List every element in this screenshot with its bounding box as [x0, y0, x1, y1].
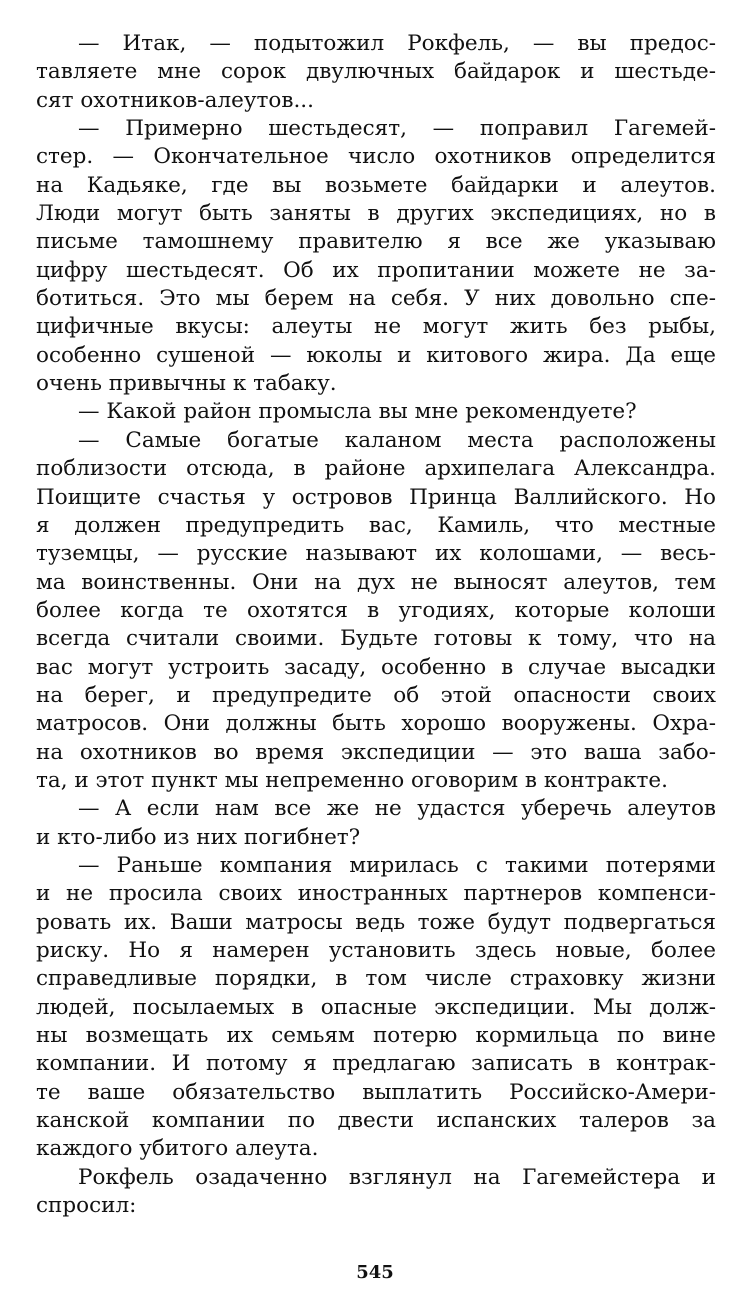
text-line: Рокфель озадаченно взглянул на Гагемейстера и	[78, 1164, 716, 1190]
text-line: канской компании по двести испанских талеров за	[36, 1108, 716, 1134]
text-line: те ваше обязательство выплатить Российско-Амери-	[36, 1079, 716, 1105]
text-line: я должен предупредить вас, Камиль, что местные	[36, 512, 716, 538]
text-line: Люди могут быть заняты в других экспедициях, но в	[36, 201, 716, 227]
text-line: ботиться. Это мы берем на себя. У них довольно спе-	[36, 286, 716, 312]
text-line: ны возмещать их семьям потерю кормильца по вине	[36, 1023, 716, 1049]
text-line: стер. — Окончательное число охотников определится	[36, 144, 716, 170]
text-line: на берег, и предупредите об этой опасности своих	[36, 682, 716, 708]
text-line: вас могут устроить засаду, особенно в случае высадки	[36, 654, 716, 680]
book-page-text	[36, 30, 716, 1220]
text-line: и кто-либо из них погибнет?	[36, 824, 361, 850]
text-line: каждого убитого алеута.	[36, 1136, 319, 1162]
text-line: та, и этот пункт мы непременно оговорим в контракте.	[36, 767, 668, 793]
text-line: поблизости отсюда, в районе архипелага Александра.	[36, 456, 716, 482]
text-line: на охотников во время экспедиции — это ваша забо-	[36, 739, 716, 765]
text-line: цифичные вкусы: алеуты не могут жить без рыбы,	[36, 314, 716, 340]
text-line: туземцы, — русские называют их колошами, — весь-	[36, 541, 716, 567]
text-line: письме тамошнему правителю я все же указываю	[36, 229, 716, 255]
text-line: компании. И потому я предлагаю записать в контрак-	[36, 1051, 716, 1077]
text-line: и не просила своих иностранных партнеров компенси-	[36, 881, 716, 907]
text-line: Поищите счастья у островов Принца Валлийского. Но	[36, 484, 716, 510]
page-number: 545	[356, 1262, 394, 1283]
text-line: — Самые богатые каланом места расположены	[78, 427, 716, 453]
text-line: ма воинственны. Они на дух не выносят алеутов, тем	[36, 569, 716, 595]
text-line: ровать их. Ваши матросы ведь тоже будут подвергаться	[36, 909, 716, 935]
text-line: матросов. Они должны быть хорошо вооружены. Охра-	[36, 711, 716, 737]
text-line: на Кадьяке, где вы возьмете байдарки и алеутов.	[36, 172, 716, 198]
text-line: — Какой район промысла вы мне рекомендуете?	[78, 399, 637, 425]
text-line: всегда считали своими. Будьте готовы к тому, что на	[36, 626, 716, 652]
text-line: людей, посылаемых в опасные экспедиции. Мы долж-	[36, 994, 716, 1020]
text-line: справедливые порядки, в том числе страховку жизни	[36, 966, 716, 992]
text-line: цифру шестьдесят. Об их пропитании можете не за-	[36, 257, 716, 283]
text-line: спросил:	[36, 1193, 137, 1219]
text-line: — А если нам все же не удастся уберечь алеутов	[78, 796, 716, 822]
text-line: сят охотников-алеутов...	[36, 87, 314, 113]
text-line: более когда те охотятся в угодиях, которые колоши	[36, 597, 716, 623]
text-line: — Примерно шестьдесят, — поправил Гагемей-	[78, 116, 716, 142]
text-line: тавляете мне сорок двулючных байдарок и шестьде-	[36, 59, 716, 85]
text-line: риску. Но я намерен установить здесь новые, более	[36, 938, 716, 963]
text-line: — Раньше компания мирилась с такими потерями	[78, 852, 716, 878]
text-line: очень привычны к табаку.	[36, 371, 337, 397]
text-line: особенно сушеной — юколы и китового жира. Да еще	[36, 342, 716, 368]
text-line: — Итак, — подытожил Рокфель, — вы предос-	[78, 31, 716, 56]
